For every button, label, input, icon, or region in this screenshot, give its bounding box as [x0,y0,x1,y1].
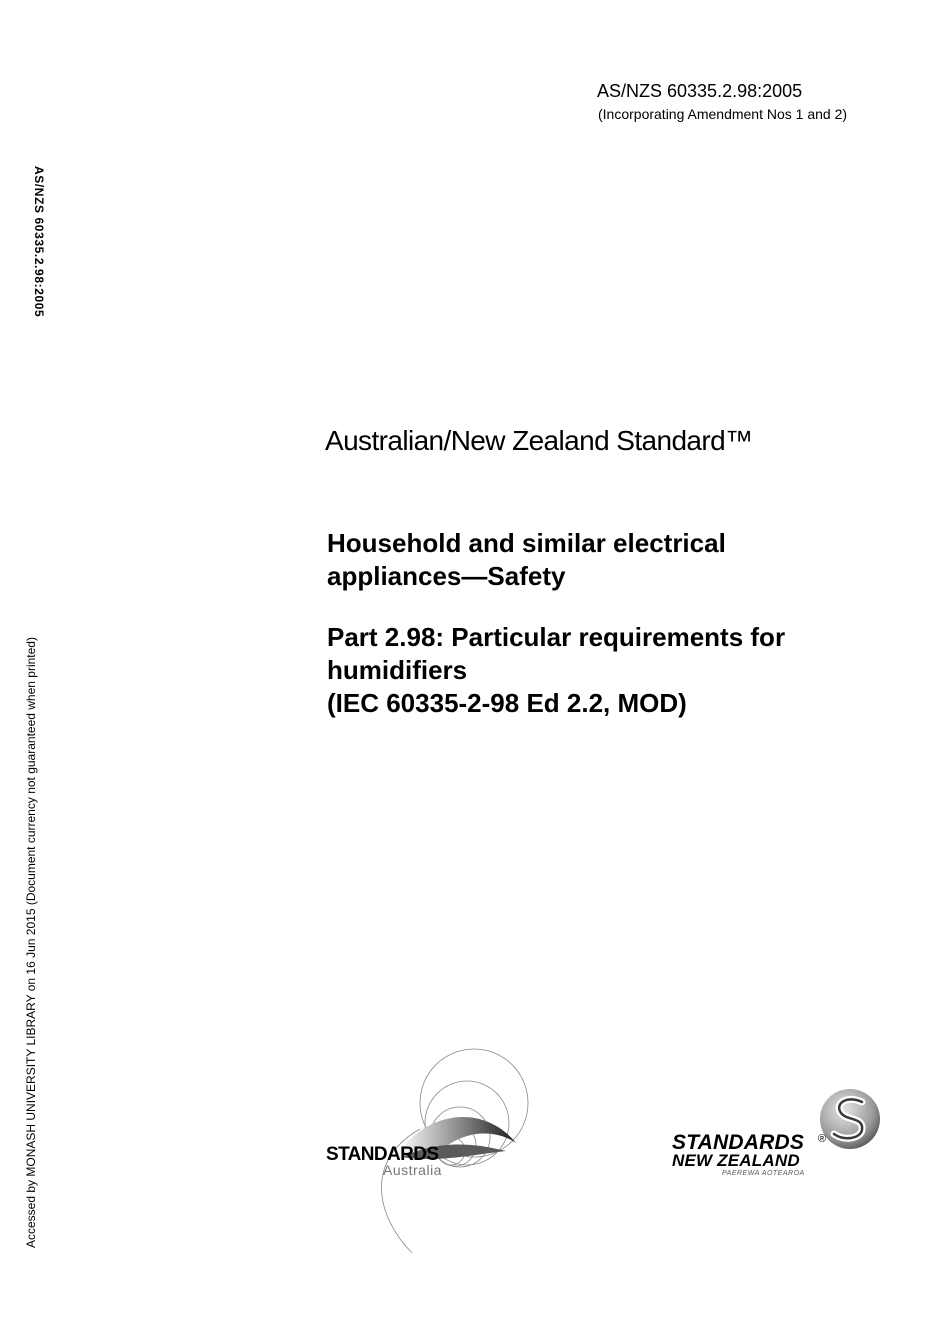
spine-document-id: AS/NZS 60335.2.98:2005 [32,166,46,318]
amendment-note: (Incorporating Amendment Nos 1 and 2) [598,106,848,122]
document-number: AS/NZS 60335.2.98:2005 [597,81,803,101]
part-title: Part 2.98: Particular requirements for humidifiers [327,622,786,685]
standards-australia-wordmark: STANDARDS [326,1144,439,1165]
main-title-line-2: appliances—Safety [327,561,566,591]
main-title-line-1: Household and similar electrical [327,528,726,558]
main-title [327,527,726,593]
registered-mark: ® [818,1133,827,1145]
standards-australia-subtitle: Australia [383,1162,442,1178]
standards-nz-wordmark-line-2: NEW ZEALAND [672,1151,800,1170]
standards-new-zealand-logo [818,1086,882,1152]
standards-nz-wordmark-line-1: STANDARDS [672,1131,805,1154]
iec-reference: (IEC 60335-2-98 Ed 2.2, MOD) [327,688,687,718]
standard-type-label: Australian/New Zealand Standard™ [325,425,753,456]
access-note: Accessed by MONASH UNIVERSITY LIBRARY on 16 Jun 2015 (Document currency not guaranteed when printed) [24,637,38,1248]
standards-nz-maori-name: PAEREWA AOTEAROA [722,1170,805,1177]
